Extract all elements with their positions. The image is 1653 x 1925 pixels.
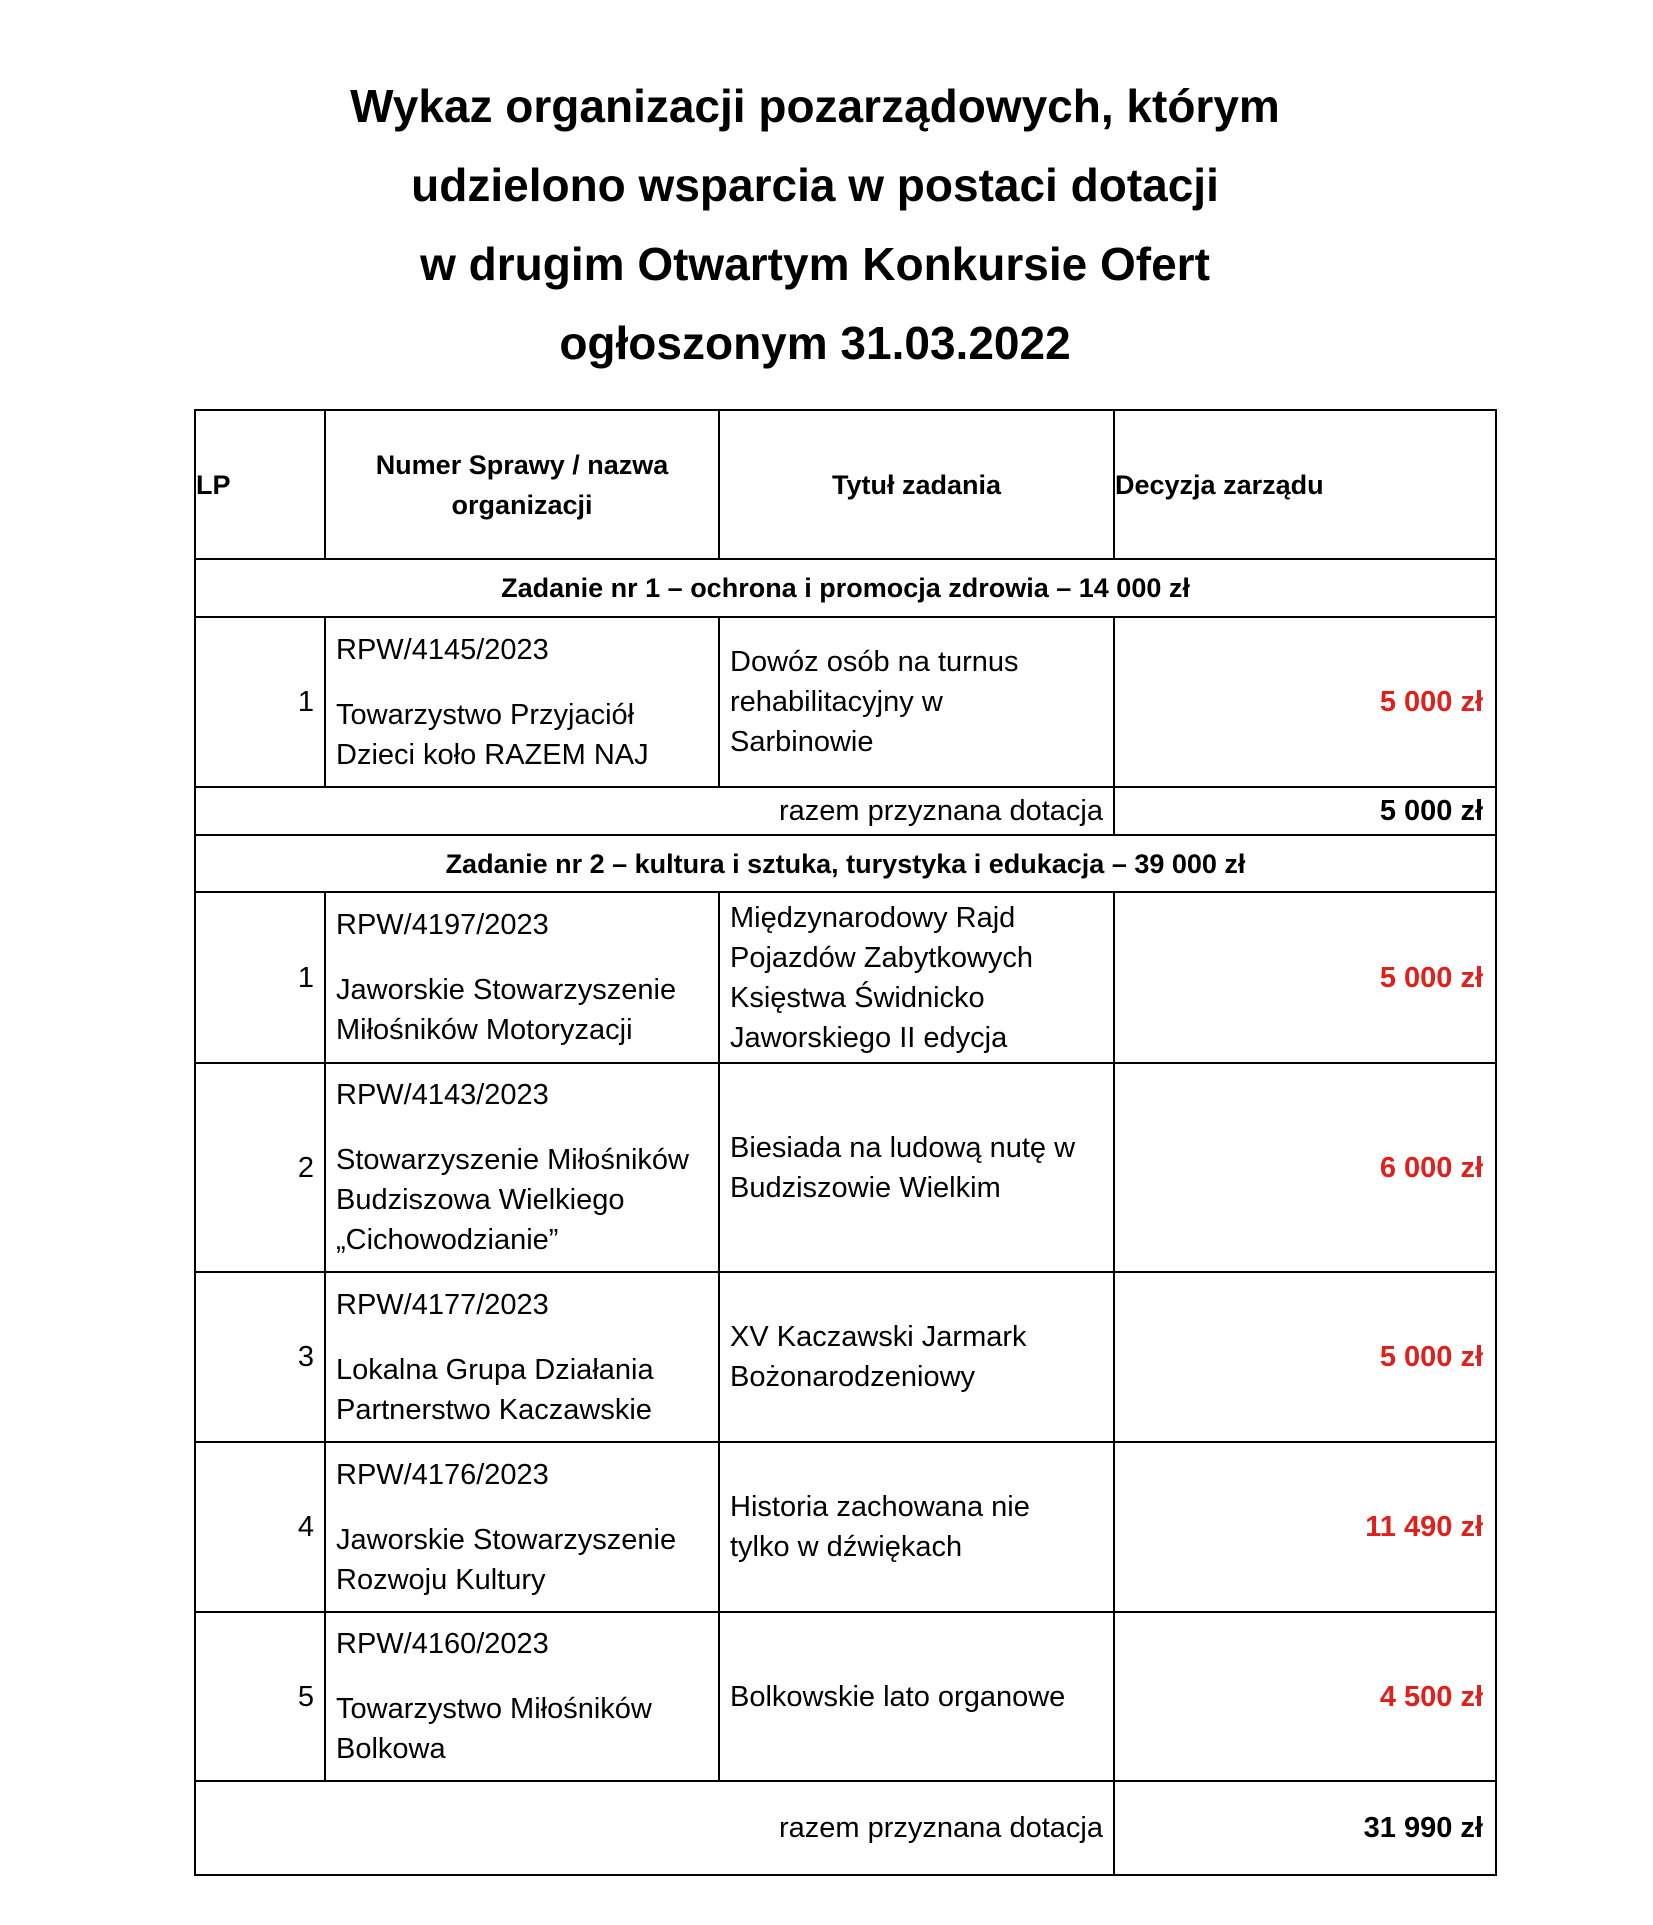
case-number: RPW/4145/2023 xyxy=(336,633,549,666)
total-row xyxy=(195,1781,1496,1875)
lp-number: 5 xyxy=(195,1612,325,1781)
table-body xyxy=(195,559,1496,1875)
title-line-3: w drugim Otwartym Konkursie Ofert xyxy=(420,238,1210,290)
case-number: RPW/4177/2023 xyxy=(336,1288,549,1321)
task-title: Bolkowskie lato organowe xyxy=(719,1612,1114,1781)
task-title: Dowóz osób na turnus rehabilitacyjny w Sarbinowie xyxy=(719,617,1114,787)
table-row xyxy=(195,1612,1496,1781)
organization-name: Lokalna Grupa Działania Partnerstwo Kaczawskie xyxy=(336,1353,654,1426)
document-title xyxy=(0,67,1630,383)
granted-amount: 5 000 zł xyxy=(1114,1272,1496,1442)
organization-name: Towarzystwo Przyjaciół Dzieci koło RAZEM NAJ xyxy=(336,698,649,771)
case-number: RPW/4160/2023 xyxy=(336,1628,549,1660)
task-title: XV Kaczawski Jarmark Bożonarodzeniowy xyxy=(719,1272,1114,1442)
table-row xyxy=(195,1272,1496,1442)
case-and-organization xyxy=(325,1612,719,1781)
total-label: razem przyznana dotacja xyxy=(195,787,1114,835)
case-and-organization xyxy=(325,1063,719,1272)
case-and-organization xyxy=(325,892,719,1063)
total-row xyxy=(195,787,1496,835)
case-number: RPW/4176/2023 xyxy=(336,1458,549,1491)
granted-amount: 4 500 zł xyxy=(1114,1612,1496,1781)
organization-name: Towarzystwo Miłośników Bolkowa xyxy=(336,1693,652,1765)
header-task-title: Tytuł zadania xyxy=(719,410,1114,559)
granted-amount: 5 000 zł xyxy=(1114,892,1496,1063)
total-amount: 31 990 zł xyxy=(1114,1781,1496,1875)
table-row xyxy=(195,1063,1496,1272)
table-row xyxy=(195,617,1496,787)
case-and-organization xyxy=(325,617,719,787)
task-title: Historia zachowana nie tylko w dźwiękach xyxy=(719,1442,1114,1612)
table-row xyxy=(195,1442,1496,1612)
header-lp: LP xyxy=(195,410,325,559)
case-number: RPW/4143/2023 xyxy=(336,1079,549,1111)
case-number: RPW/4197/2023 xyxy=(336,909,549,941)
grants-table xyxy=(194,409,1497,1876)
table-row xyxy=(195,892,1496,1063)
task-title: Biesiada na ludową nutę w Budziszowie Wielkim xyxy=(719,1063,1114,1272)
lp-number: 1 xyxy=(195,892,325,1063)
granted-amount: 11 490 zł xyxy=(1114,1442,1496,1612)
total-label: razem przyznana dotacja xyxy=(195,1781,1114,1875)
task-title: Międzynarodowy Rajd Pojazdów Zabytkowych Księstwa Świdnicko Jaworskiego II edycja xyxy=(719,892,1114,1063)
title-line-1: Wykaz organizacji pozarządowych, którym xyxy=(350,80,1280,132)
section-heading-row xyxy=(195,835,1496,892)
case-and-organization xyxy=(325,1272,719,1442)
organization-name: Stowarzyszenie Miłośników Budziszowa Wielkiego „Cichowodzianie” xyxy=(336,1144,689,1256)
title-line-2: udzielono wsparcia w postaci dotacji xyxy=(411,159,1219,211)
lp-number: 2 xyxy=(195,1063,325,1272)
header-case-and-organization: Numer Sprawy / nazwa organizacji xyxy=(325,410,719,559)
section-heading: Zadanie nr 2 – kultura i sztuka, turystyka i edukacja – 39 000 zł xyxy=(195,835,1496,892)
table-header-row xyxy=(195,410,1496,559)
granted-amount: 6 000 zł xyxy=(1114,1063,1496,1272)
header-board-decision: Decyzja zarządu xyxy=(1114,410,1496,559)
section-heading: Zadanie nr 1 – ochrona i promocja zdrowia – 14 000 zł xyxy=(195,559,1496,617)
title-line-4: ogłoszonym 31.03.2022 xyxy=(559,317,1071,369)
lp-number: 4 xyxy=(195,1442,325,1612)
section-heading-row xyxy=(195,559,1496,617)
case-and-organization xyxy=(325,1442,719,1612)
organization-name: Jaworskie Stowarzyszenie Rozwoju Kultury xyxy=(336,1523,677,1596)
organization-name: Jaworskie Stowarzyszenie Miłośników Motoryzacji xyxy=(336,974,677,1046)
granted-amount: 5 000 zł xyxy=(1114,617,1496,787)
lp-number: 1 xyxy=(195,617,325,787)
lp-number: 3 xyxy=(195,1272,325,1442)
total-amount: 5 000 zł xyxy=(1114,787,1496,835)
